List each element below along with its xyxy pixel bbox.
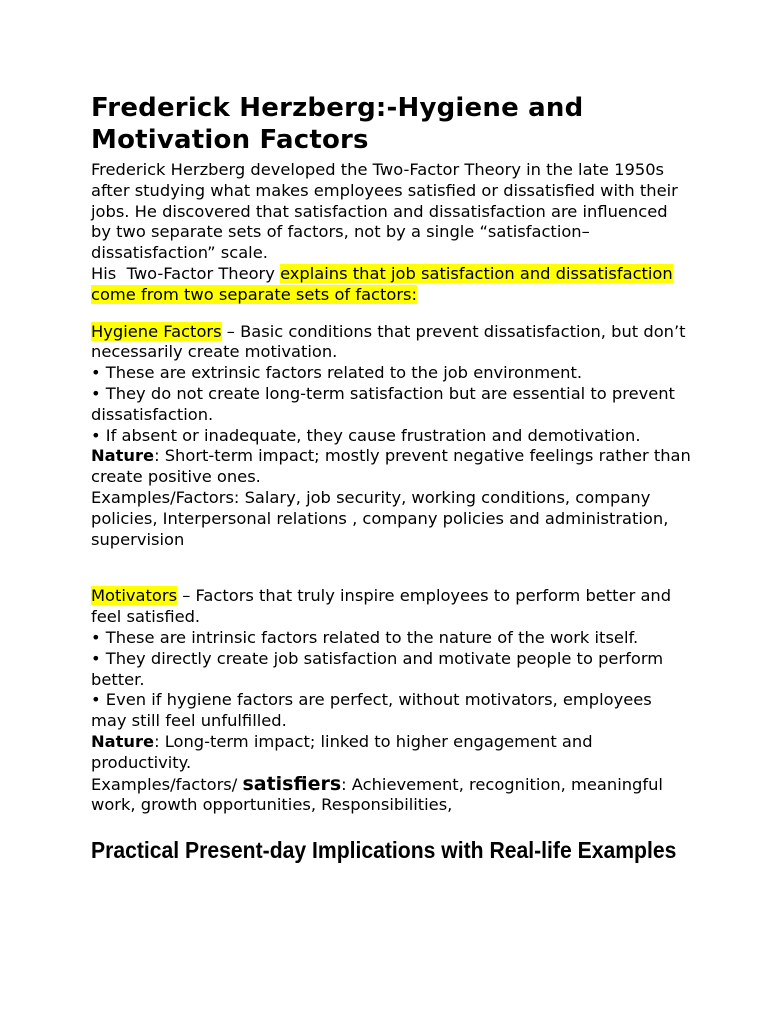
hygiene-term: Hygiene Factors bbox=[91, 321, 222, 341]
motivators-definition bbox=[91, 586, 691, 628]
document-title: Frederick Herzberg:-Hygiene and Motivation Factors bbox=[91, 93, 584, 155]
motivators-bullet: • Even if hygiene factors are perfect, without motivators, employees may still feel unfulfilled. bbox=[91, 690, 652, 731]
motivators-bullet: • These are intrinsic factors related to the nature of the work itself. bbox=[91, 627, 639, 647]
motivators-examples bbox=[91, 774, 691, 817]
hygiene-examples: Examples/Factors: Salary, job security, working conditions, company policies, Interpersonal relations , company policies and administration, supervision bbox=[91, 487, 669, 549]
hygiene-bullet: • These are extrinsic factors related to the job environment. bbox=[91, 363, 583, 383]
hygiene-definition-text: – Basic conditions that prevent dissatisfaction, but don’t necessarily create motivation. bbox=[91, 321, 686, 362]
hygiene-definition bbox=[91, 322, 691, 364]
motivators-definition-text: – Factors that truly inspire employees to perform better and feel satisfied. bbox=[91, 586, 672, 627]
theory-paragraph bbox=[91, 264, 691, 306]
motivators-nature-text: : Long-term impact; linked to higher engagement and productivity. bbox=[91, 731, 593, 772]
hygiene-bullet: • If absent or inadequate, they cause frustration and demotivation. bbox=[91, 425, 641, 445]
motivators-examples-prefix: Examples/factors/ bbox=[91, 774, 243, 794]
motivators-nature bbox=[91, 732, 691, 774]
satisfiers-word: satisfiers bbox=[242, 772, 342, 795]
section-heading: Practical Present-day Implications with Real-life Examples bbox=[91, 837, 677, 864]
motivators-nature-label: Nature bbox=[91, 731, 155, 751]
motivators-term: Motivators bbox=[91, 586, 178, 606]
theory-highlight: explains that job satisfaction and dissatisfaction come from two separate sets of factors: bbox=[91, 263, 673, 304]
motivators-bullet: • They directly create job satisfaction and motivate people to perform better. bbox=[91, 648, 664, 689]
section-spacer bbox=[91, 550, 691, 586]
hygiene-nature-label: Nature bbox=[91, 446, 155, 466]
motivators-examples-text: : Achievement, recognition, meaningful work, growth opportunities, Responsibilities, bbox=[91, 774, 663, 815]
hygiene-nature-text: : Short-term impact; mostly prevent negative feelings rather than create positive ones. bbox=[91, 446, 691, 487]
intro-paragraph: Frederick Herzberg developed the Two-Factor Theory in the late 1950s after studying what makes employees satisfied or dissatisfied with their jobs. He discovered that satisfaction and dissatisfaction are influenced by two separate sets of factors, not by a single “satisfaction–dissatisfaction” scale. bbox=[91, 160, 678, 263]
document-page bbox=[91, 92, 691, 887]
hygiene-bullet: • They do not create long-term satisfaction but are essential to prevent dissatisfaction. bbox=[91, 383, 675, 424]
hygiene-nature bbox=[91, 446, 691, 488]
theory-prefix: His Two-Factor Theory bbox=[91, 263, 281, 283]
paragraph-spacer bbox=[91, 306, 691, 322]
